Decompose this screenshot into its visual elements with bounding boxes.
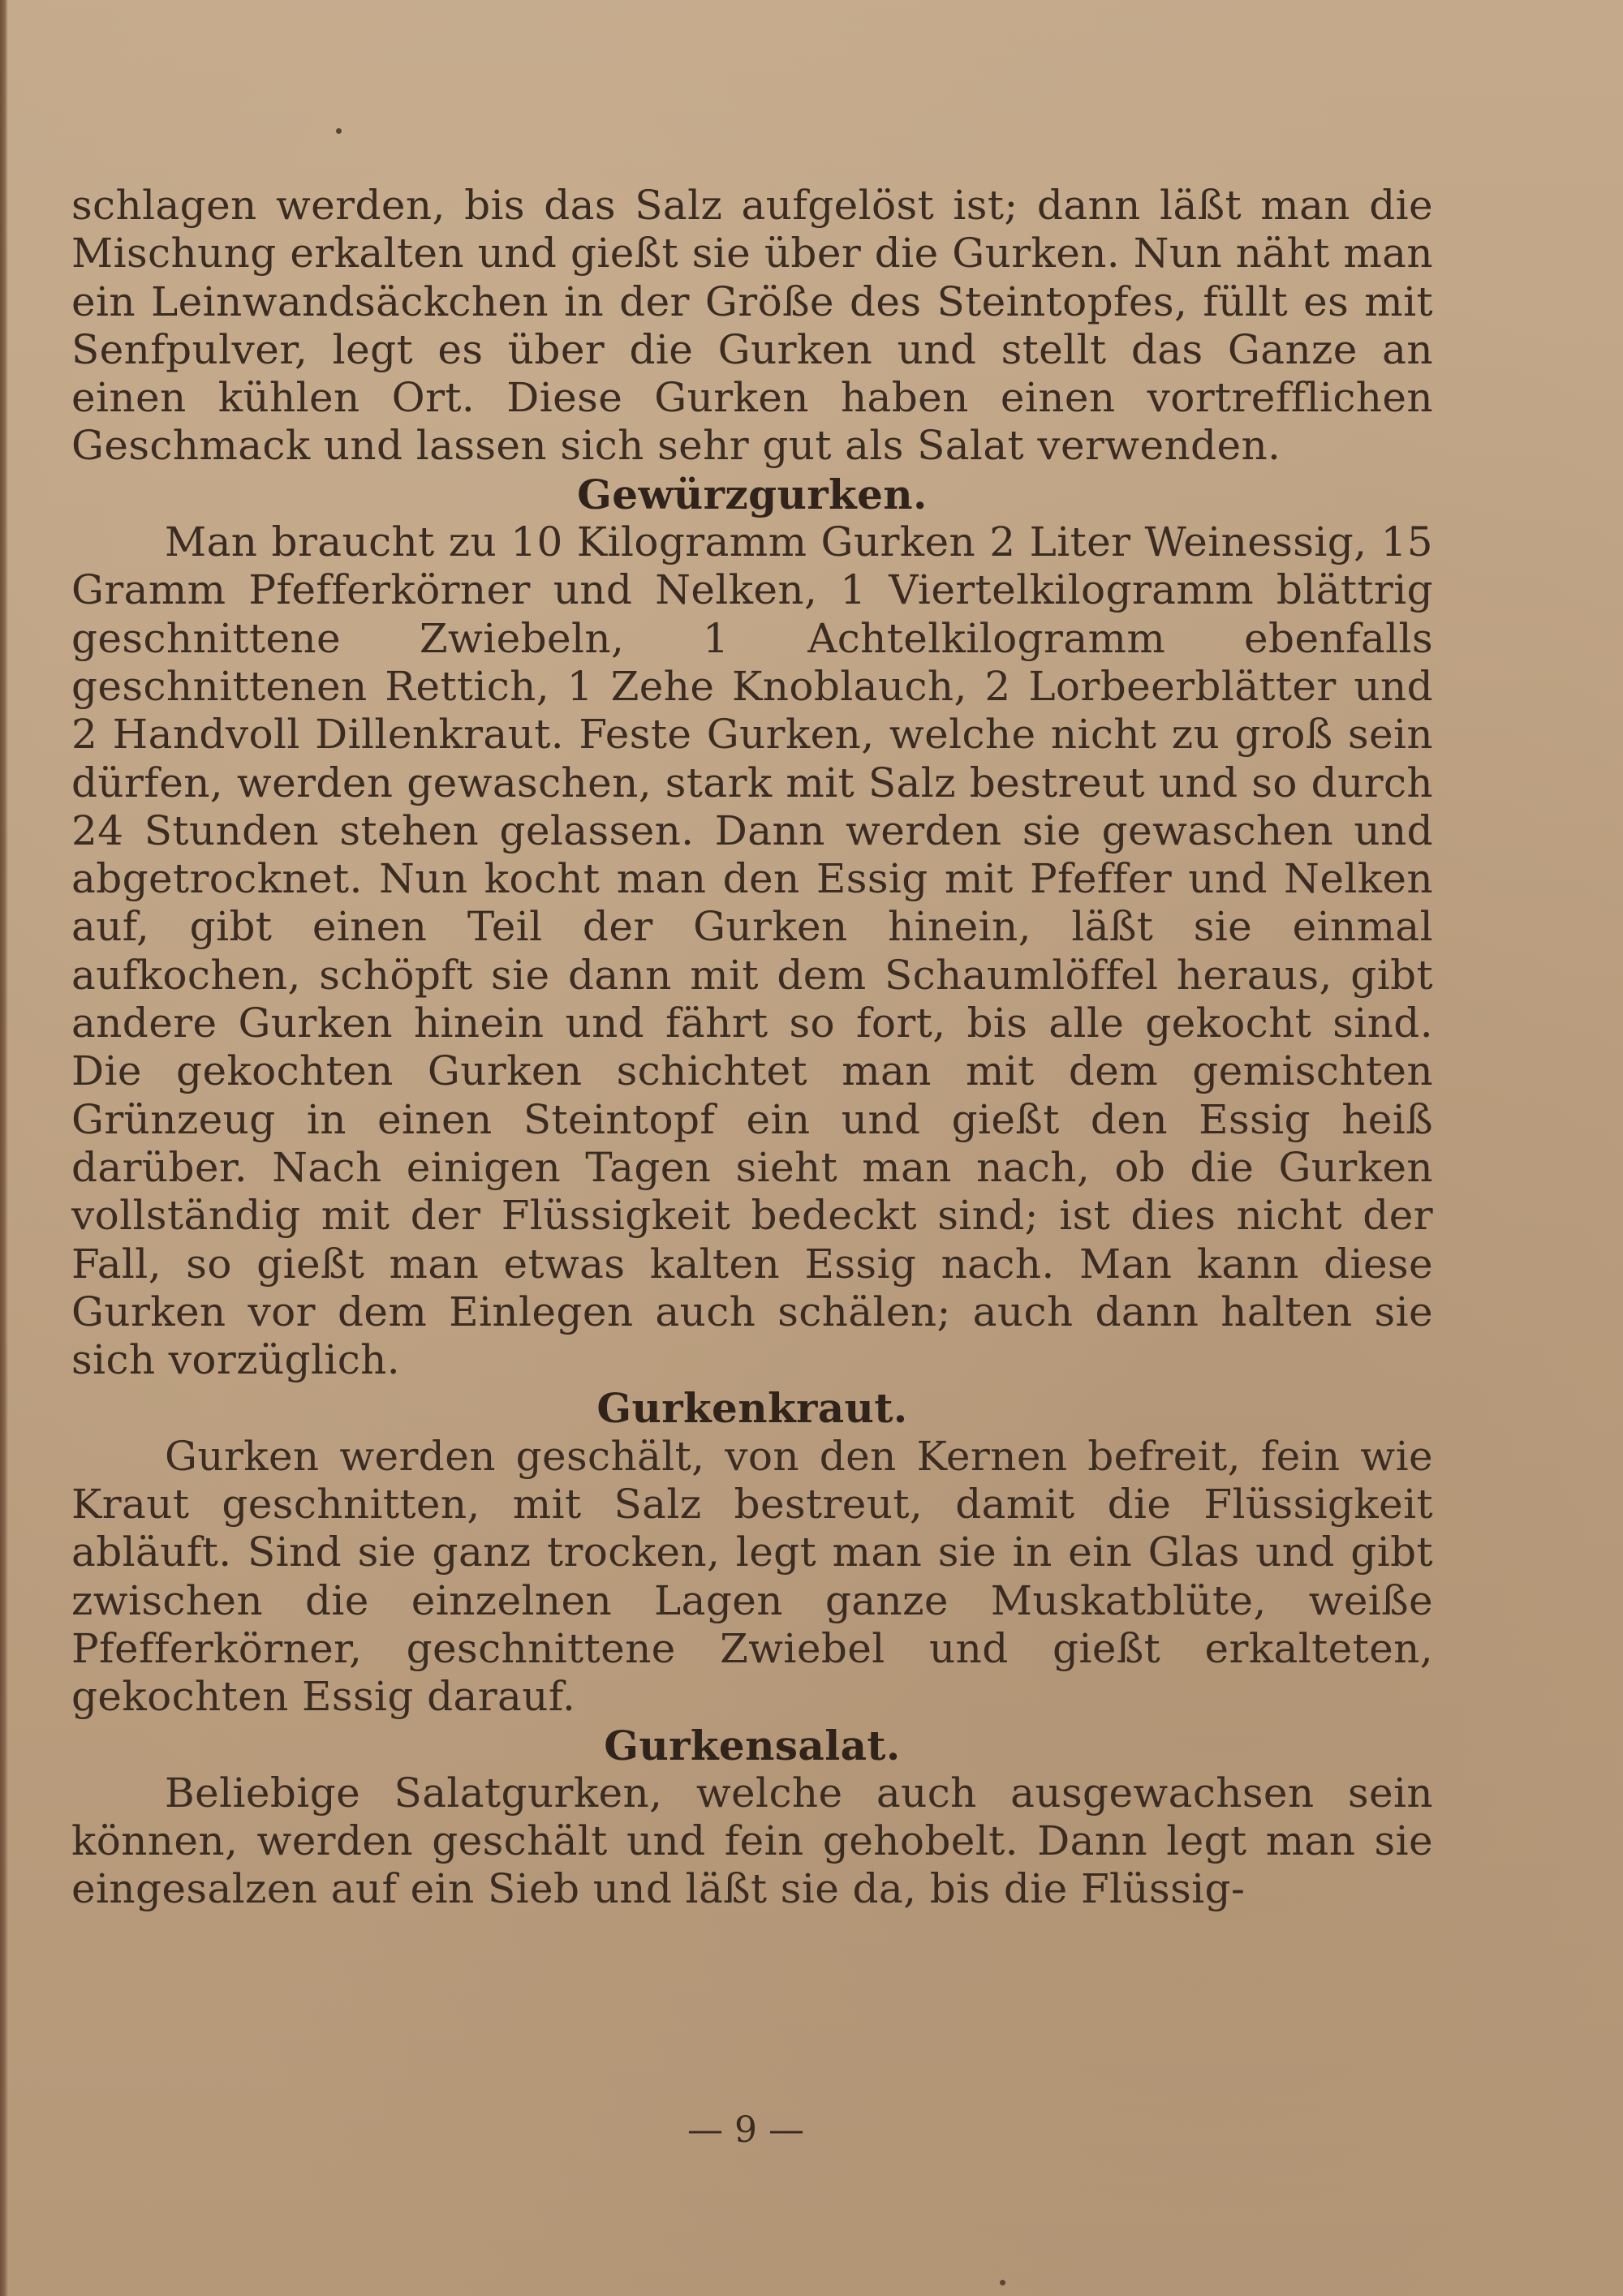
page-spine-edge: [0, 0, 8, 2296]
paragraph-gewuerzgurken: Man braucht zu 10 Kilogramm Gurken 2 Liter Weinessig, 15 Gramm Pfefferkörner und Nelken, 1 Viertelkilogramm blättrig geschnittene Zwiebeln, 1 Achtelkilogramm ebenfalls geschnittenen Rettich, 1 Zehe Knoblauch, 2 Lorbeerblätter und 2 Handvoll Dillenkraut. Feste Gurken, welche nicht zu groß sein dürfen, werden gewaschen, stark mit Salz bestreut und so durch 24 Stunden stehen gelassen. Dann werden sie gewaschen und abgetrocknet. Nun kocht man den Essig mit Pfeffer und Nelken auf, gibt einen Teil der Gurken hinein, läßt sie einmal aufkochen, schöpft sie dann mit dem Schaumlöffel heraus, gibt andere Gurken hinein und fährt so fort, bis alle gekocht sind. Die gekochten Gurken schichtet man mit dem gemischten Grünzeug in einen Steintopf ein und gießt den Essig heiß darüber. Nach einigen Tagen sieht man nach, ob die Gurken vollständig mit der Flüssigkeit bedeckt sind; ist dies nicht der Fall, so gießt man etwas kalten Essig nach. Man kann diese Gurken vor dem Einlegen auch schälen; auch dann halten sie sich vorzüglich.: [71, 518, 1433, 1384]
paper-speck: [1000, 2280, 1005, 2285]
page-text-block: [71, 182, 1433, 1914]
heading-gurkensalat: Gurkensalat.: [604, 1721, 901, 1769]
heading-gurkenkraut: Gurkenkraut.: [596, 1384, 908, 1433]
paragraph-continued-recipe: schlagen werden, bis das Salz aufgelöst ist; dann läßt man die Mischung erkalten und gießt sie über die Gurken. Nun näht man ein Leinwandsäckchen in der Größe des Steintopfes, füllt es mit Senfpulver, legt es über die Gurken und stellt das Ganze an einen kühlen Ort. Diese Gurken haben einen vortrefflichen Geschmack und lassen sich sehr gut als Salat verwenden.: [71, 182, 1433, 470]
page-number: — 9 —: [687, 2109, 804, 2151]
paper-speck: [336, 128, 342, 134]
paragraph-gurkenkraut: Gurken werden geschält, von den Kernen befreit, fein wie Kraut geschnitten, mit Salz bestreut, damit die Flüssigkeit abläuft. Sind sie ganz trocken, legt man sie in ein Glas und gibt zwischen die einzelnen Lagen ganze Muskatblüte, weiße Pfefferkörner, geschnittene Zwiebel und gießt erkalteten, gekochten Essig darauf.: [71, 1432, 1433, 1721]
heading-gewuerzgurken: Gewürzgurken.: [577, 470, 928, 518]
paragraph-gurkensalat: Beliebige Salatgurken, welche auch ausgewachsen sein können, werden geschält und fein gehobelt. Dann legt man sie eingesalzen auf ein Sieb und läßt sie da, bis die Flüssig-: [71, 1769, 1433, 1913]
